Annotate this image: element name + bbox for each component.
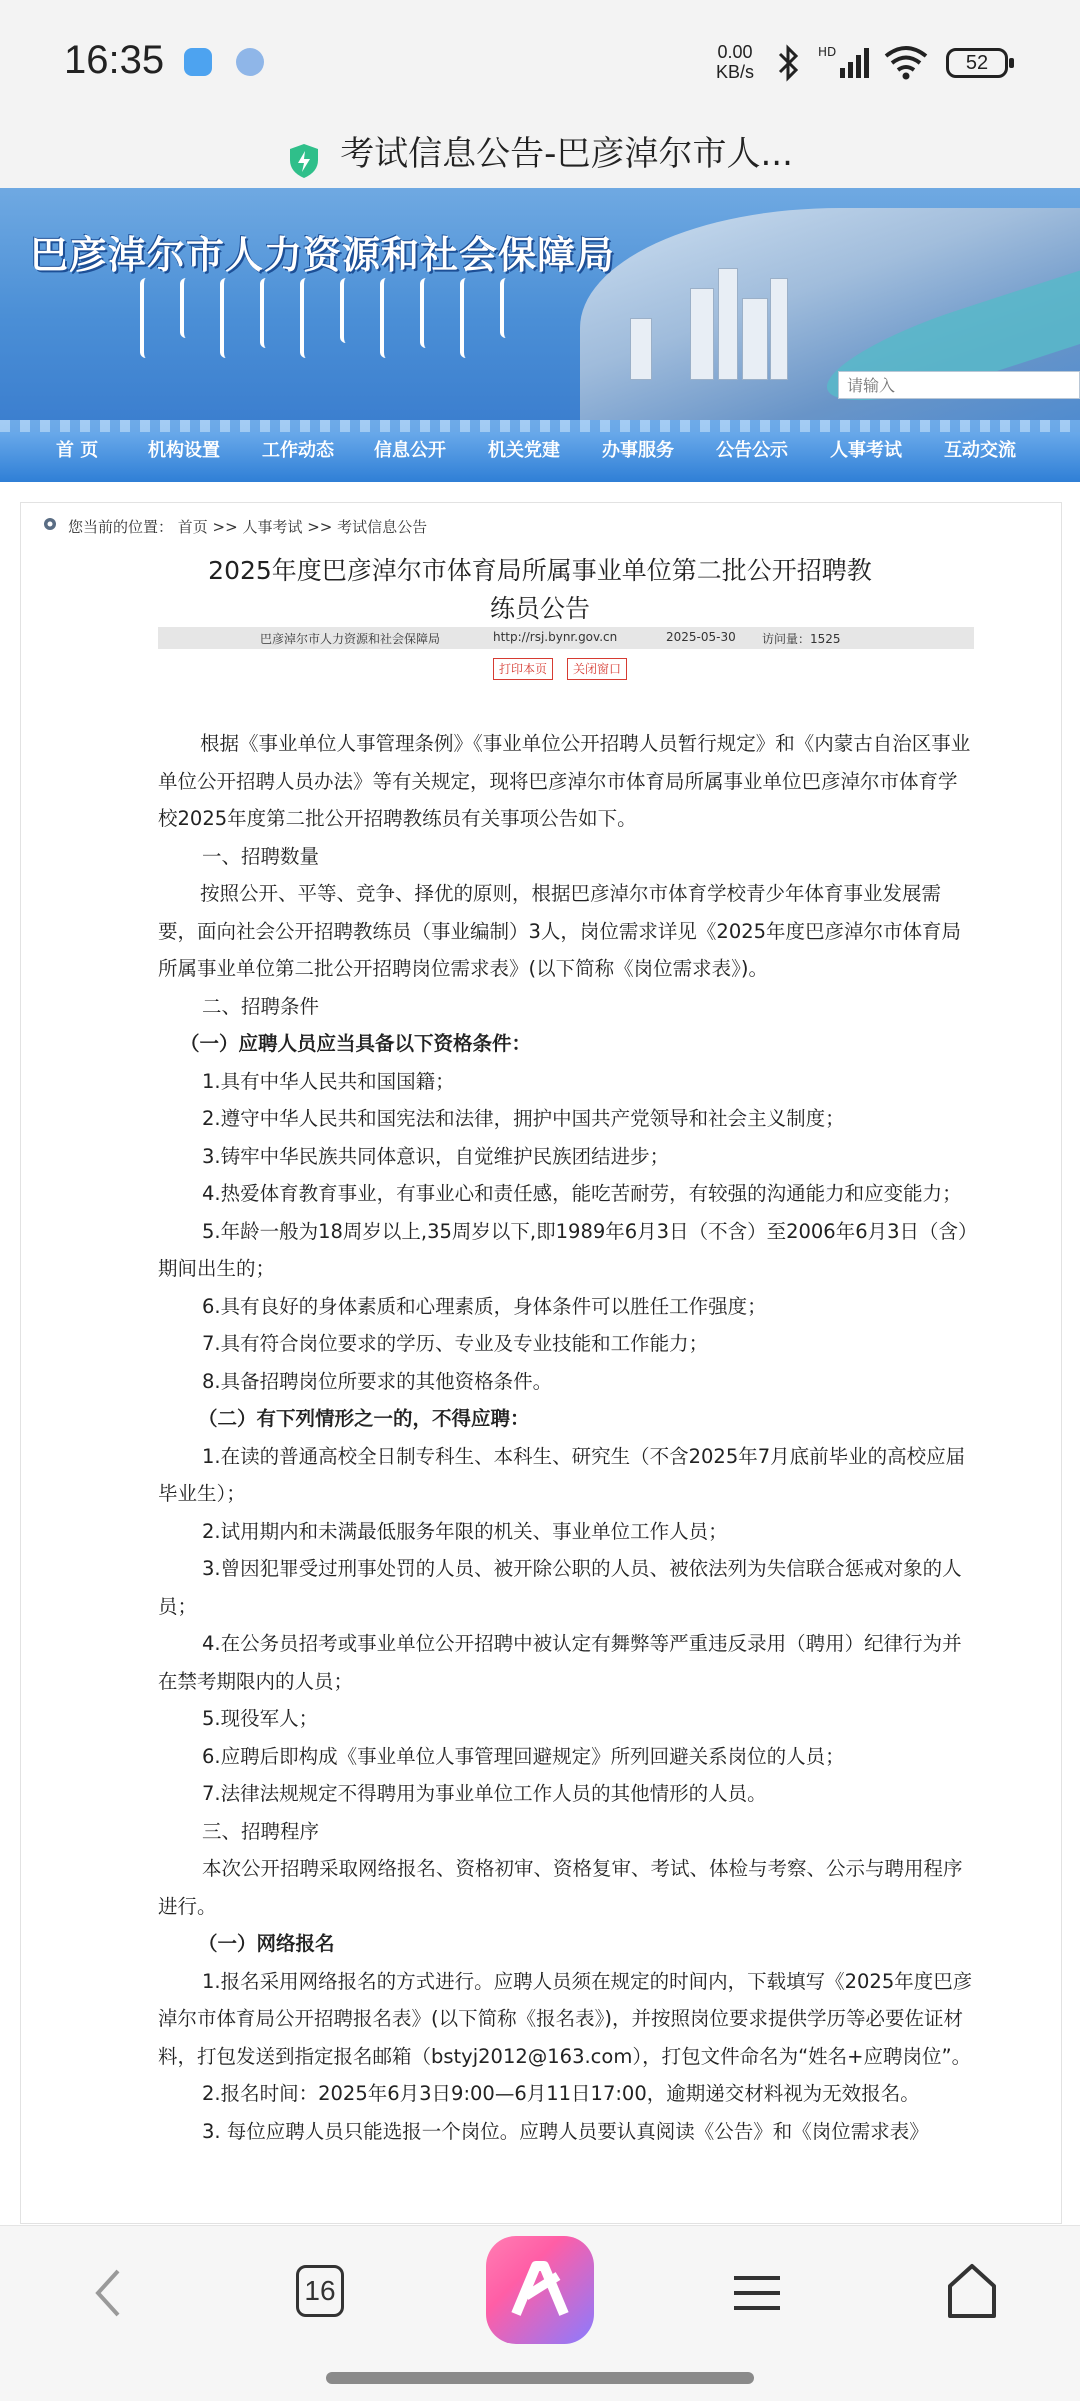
page-title: 考试信息公告-巴彦淖尔市人... xyxy=(340,134,793,174)
nav-services[interactable]: 办事服务 xyxy=(602,440,674,461)
location-icon xyxy=(42,516,58,532)
article-title: 2025年度巴彦淖尔市体育局所属事业单位第二批公开招聘教 练员公告 xyxy=(208,556,872,623)
list-item: 3. 每位应聘人员只能选报一个岗位。应聘人员要认真阅读《公告》和《岗位需求表》 xyxy=(202,2119,929,2143)
nav-party-building[interactable]: 机关党建 xyxy=(488,440,560,461)
bluetooth-icon xyxy=(776,44,802,82)
tabs-button[interactable]: 16 xyxy=(296,2265,344,2317)
nav-decoration xyxy=(0,420,1080,432)
list-item: 2.报名时间：2025年6月3日9:00—6月11日17:00，逾期递交材料视为无效报名。 xyxy=(202,2082,920,2105)
message-notification-icon xyxy=(236,48,264,76)
home-icon[interactable] xyxy=(944,2262,1000,2322)
city-building xyxy=(630,318,652,380)
city-building xyxy=(770,278,788,380)
list-item: 7.具有符合岗位要求的学历、专业及专业技能和工作能力； xyxy=(202,1332,709,1355)
section-heading: 一、招聘数量 xyxy=(202,844,320,868)
list-item: 3.铸牢中华民族共同体意识，自觉维护民族团结进步； xyxy=(202,1144,670,1168)
meta-views: 访问量：1525 xyxy=(762,632,841,646)
list-item: 6.应聘后即构成《事业单位人事管理回避规定》所列回避关系岗位的人员； xyxy=(202,1744,845,1768)
wifi-icon xyxy=(882,44,932,82)
list-item: 1.具有中华人民共和国国籍； xyxy=(202,1069,455,1093)
back-icon[interactable] xyxy=(88,2265,128,2321)
battery-indicator: 52 xyxy=(946,48,1008,78)
article-body xyxy=(158,725,973,2150)
subsection-heading: （一）网络报名 xyxy=(198,1932,335,1955)
paragraph: 按照公开、平等、竞争、择优的原则，根据巴彦淖尔市体育学校青少年体育事业发展需要，面向社会公开招聘教练员（事业编制）3人，岗位需求详见《2025年度巴彦淖尔市体育局所属事业单位第二批公开招聘岗位需求表》(以下简称《岗位需求表》)。 xyxy=(158,882,962,980)
cloud-notification-icon xyxy=(184,48,212,76)
site-search-input[interactable] xyxy=(838,371,1080,399)
list-item: 1.报名采用网络报名的方式进行。应聘人员须在规定的时间内，下载填写《2025年度巴彦淖尔市体育局公开招聘报名表》(以下简称《报名表》)，并按照岗位要求提供学历等必要佐证材料，打包发送到指定报名邮箱（bstyj2012@163.com），打包文件命名为“姓名+应聘岗位”。 xyxy=(158,1969,973,2068)
list-item: 2.试用期内和未满最低服务年限的机关、事业单位工作人员； xyxy=(202,1519,728,1543)
signal-icon xyxy=(818,44,872,80)
meta-source: 巴彦淖尔市人力资源和社会保障局 xyxy=(260,632,441,646)
status-bar xyxy=(0,0,1080,120)
site-title: 巴彦淖尔市人力资源和社会保障局 xyxy=(30,233,616,277)
nav-organization[interactable]: 机构设置 xyxy=(148,440,220,461)
breadcrumb: 您当前的位置： 首页 >> 人事考试 >> 考试信息公告 xyxy=(68,516,427,537)
meta-url: http://rsj.bynr.gov.cn xyxy=(493,630,618,644)
list-item: 4.在公务员招考或事业单位公开招聘中被认定有舞弊等严重违反录用（聘用）纪律行为并在禁考期限内的人员； xyxy=(158,1632,962,1693)
close-window-button[interactable]: 关闭窗口 xyxy=(567,658,627,680)
network-speed: 0.00 KB/s xyxy=(716,42,755,82)
print-button[interactable]: 打印本页 xyxy=(493,658,553,680)
nav-interaction[interactable]: 互动交流 xyxy=(944,440,1016,461)
subsection-heading: （二）有下列情形之一的，不得应聘： xyxy=(198,1407,530,1430)
subsection-heading: （一）应聘人员应当具备以下资格条件： xyxy=(180,1032,532,1055)
paragraph: 根据《事业单位人事管理条例》《事业单位公开招聘人员暂行规定》和《内蒙古自治区事业单位公开招聘人员办法》等有关规定，现将巴彦淖尔市体育局所属事业单位巴彦淖尔市体育学校2025年度第二批公开招聘教练员有关事项公告如下。 xyxy=(158,732,971,830)
svg-text:HD: HD xyxy=(818,45,837,59)
assistant-button[interactable] xyxy=(486,2236,594,2344)
menu-icon[interactable] xyxy=(732,2268,782,2318)
paragraph: 本次公开招聘采取网络报名、资格初审、资格复审、考试、体检与考察、公示与聘用程序进行。 xyxy=(158,1857,963,1918)
nav-personnel-exam[interactable]: 人事考试 xyxy=(830,440,902,461)
list-item: 5.现役军人； xyxy=(202,1707,319,1730)
list-item: 4.热爱体育教育事业，有事业心和责任感，能吃苦耐劳，有较强的沟通能力和应变能力； xyxy=(202,1182,962,1205)
list-item: 6.具有良好的身体素质和心理素质，身体条件可以胜任工作强度； xyxy=(202,1294,767,1318)
nav-announcements[interactable]: 公告公示 xyxy=(716,440,788,461)
meta-date: 2025-05-30 xyxy=(666,630,736,644)
list-item: 3.曾因犯罪受过刑事处罚的人员、被开除公职的人员、被依法列为失信联合惩戒对象的人员； xyxy=(158,1557,962,1618)
list-item: 7.法律法规规定不得聘用为事业单位工作人员的其他情形的人员。 xyxy=(202,1782,767,1805)
section-heading: 二、招聘条件 xyxy=(202,994,320,1018)
mongolian-script-logo xyxy=(140,278,540,368)
list-item: 1.在读的普通高校全日制专科生、本科生、研究生（不含2025年7月底前毕业的高校应届毕业生）； xyxy=(158,1444,966,1505)
clock: 16:35 xyxy=(64,38,165,82)
section-heading: 三、招聘程序 xyxy=(202,1819,320,1843)
site-banner xyxy=(0,188,1080,420)
article-meta xyxy=(158,627,974,649)
nav-work-news[interactable]: 工作动态 xyxy=(262,440,334,461)
city-building xyxy=(718,268,738,380)
nav-info-disclosure[interactable]: 信息公开 xyxy=(374,440,446,461)
list-item: 5.年龄一般为18周岁以上,35周岁以下,即1989年6月3日（不含）至2006年6月3日（含）期间出生的； xyxy=(158,1219,968,1280)
browser-title-bar[interactable] xyxy=(0,120,1080,188)
nav-home[interactable]: 首 页 xyxy=(56,440,99,461)
city-building xyxy=(690,288,714,380)
assistant-logo-icon xyxy=(486,2236,594,2344)
list-item: 2.遵守中华人民共和国宪法和法律，拥护中国共产党领导和社会主义制度； xyxy=(202,1107,845,1130)
list-item: 8.具备招聘岗位所要求的其他资格条件。 xyxy=(202,1369,553,1393)
secure-shield-icon xyxy=(287,142,321,180)
city-building xyxy=(742,298,768,380)
gesture-home-bar[interactable] xyxy=(326,2372,754,2384)
